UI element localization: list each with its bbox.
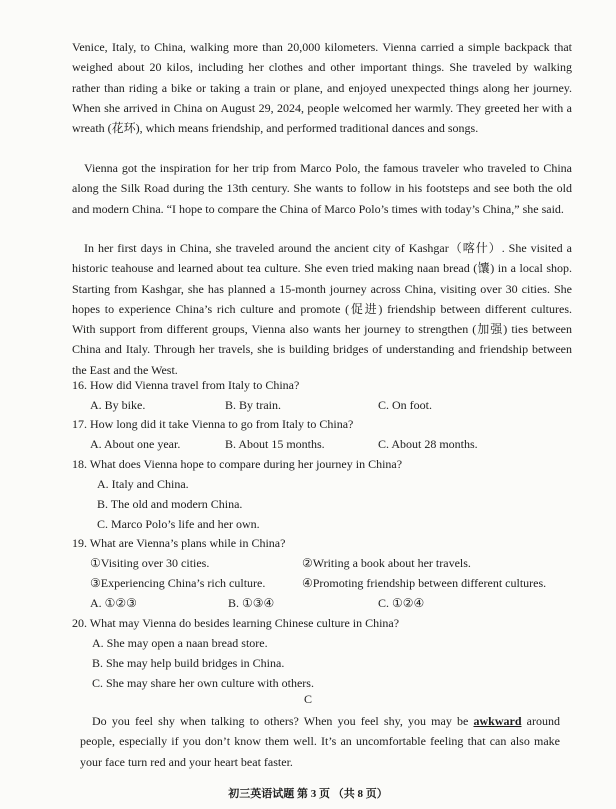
question-19-statement-4: ④Promoting friendship between different cultures. bbox=[302, 576, 547, 590]
question-17-stem: 17. How long did it take Vienna to go from Italy to China? bbox=[72, 417, 354, 431]
question-18-option-b: B. The old and modern China. bbox=[97, 497, 243, 511]
question-20-option-c: C. She may share her own culture with others. bbox=[92, 676, 314, 690]
question-16-option-a: A. By bike. bbox=[90, 398, 146, 412]
question-19-option-b: B. ①③④ bbox=[228, 596, 275, 610]
question-20-option-b: B. She may help build bridges in China. bbox=[92, 656, 285, 670]
question-20-stem: 20. What may Vienna do besides learning Chinese culture in China? bbox=[72, 616, 400, 630]
section-c-text-after: around people, especially if you don’t know them well. It’s an uncomfortable feeling that can also make your face turn red and your heart beat faster. bbox=[80, 714, 560, 769]
passage-b-paragraph-3-text: In her first days in China, she traveled around the ancient city of Kashgar（喀什）. She visited a historic teahouse and learned about tea culture. She even tried making naan bread (馕) in a local shop. Starting from Kashgar, she has planned a 15-month journey across China, visiting over 30 cities. She hopes to experience China’s rich culture and promote (促进) friendship between different cultures. With support from different groups, Vienna also wants her journey to strengthen (加强) ties between China and Italy. Through her travels, she is building bridges of understanding and friendship between the East and the West. bbox=[72, 241, 572, 377]
question-19-statement-2: ②Writing a book about her travels. bbox=[302, 556, 471, 570]
section-c-text-before: Do you feel shy when talking to others? When you feel shy, you may be bbox=[92, 714, 474, 728]
question-19-stem: 19. What are Vienna’s plans while in China? bbox=[72, 536, 286, 550]
question-18-option-c: C. Marco Polo’s life and her own. bbox=[97, 517, 260, 531]
question-19-statement-1: ①Visiting over 30 cities. bbox=[90, 556, 210, 570]
question-17-option-b: B. About 15 months. bbox=[225, 437, 325, 451]
question-18-option-a: A. Italy and China. bbox=[97, 477, 189, 491]
section-c-heading: C bbox=[303, 692, 312, 706]
question-16-stem: 16. How did Vienna travel from Italy to China? bbox=[72, 378, 300, 392]
page-footer: 初三英语试题 第 3 页 （共 8 页） bbox=[228, 788, 388, 800]
question-17-option-a: A. About one year. bbox=[90, 437, 181, 451]
passage-b-paragraph-2 bbox=[72, 158, 572, 219]
question-18-stem: 18. What does Vienna hope to compare during her journey in China? bbox=[72, 457, 403, 471]
question-19-option-c: C. ①②④ bbox=[378, 596, 425, 610]
passage-b-paragraph-1: Venice, Italy, to China, walking more than 20,000 kilometers. Vienna carried a simple backpack that weighed about 20 kilos, including her clothes and other important things. She traveled by walking rather than riding a bike or taking a train or plane, and enjoyed unexpected things along her journey. When she arrived in China on August 29, 2024, people welcomed her warmly. They greeted her with a wreath (花环), which means friendship, and performed traditional dances and songs. bbox=[72, 40, 572, 136]
question-17-option-c: C. About 28 months. bbox=[378, 437, 478, 451]
question-19-option-a: A. ①②③ bbox=[90, 596, 137, 610]
question-16-option-b: B. By train. bbox=[225, 398, 281, 412]
passage-b-paragraph-2-text: Vienna got the inspiration for her trip from Marco Polo, the famous traveler who traveled to China along the Silk Road during the 13th century. She wants to follow in his footsteps and see both the old and modern China. “I hope to compare the China of Marco Polo’s times with today’s China,” she said. bbox=[72, 161, 572, 216]
question-16-option-c: C. On foot. bbox=[378, 398, 432, 412]
underlined-word-awkward: awkward bbox=[473, 714, 522, 728]
question-19-statement-3: ③Experiencing China’s rich culture. bbox=[90, 576, 266, 590]
passage-b-paragraph-3 bbox=[72, 238, 572, 380]
section-c-paragraph-1 bbox=[80, 711, 560, 772]
question-20-option-a: A. She may open a naan bread store. bbox=[92, 636, 268, 650]
